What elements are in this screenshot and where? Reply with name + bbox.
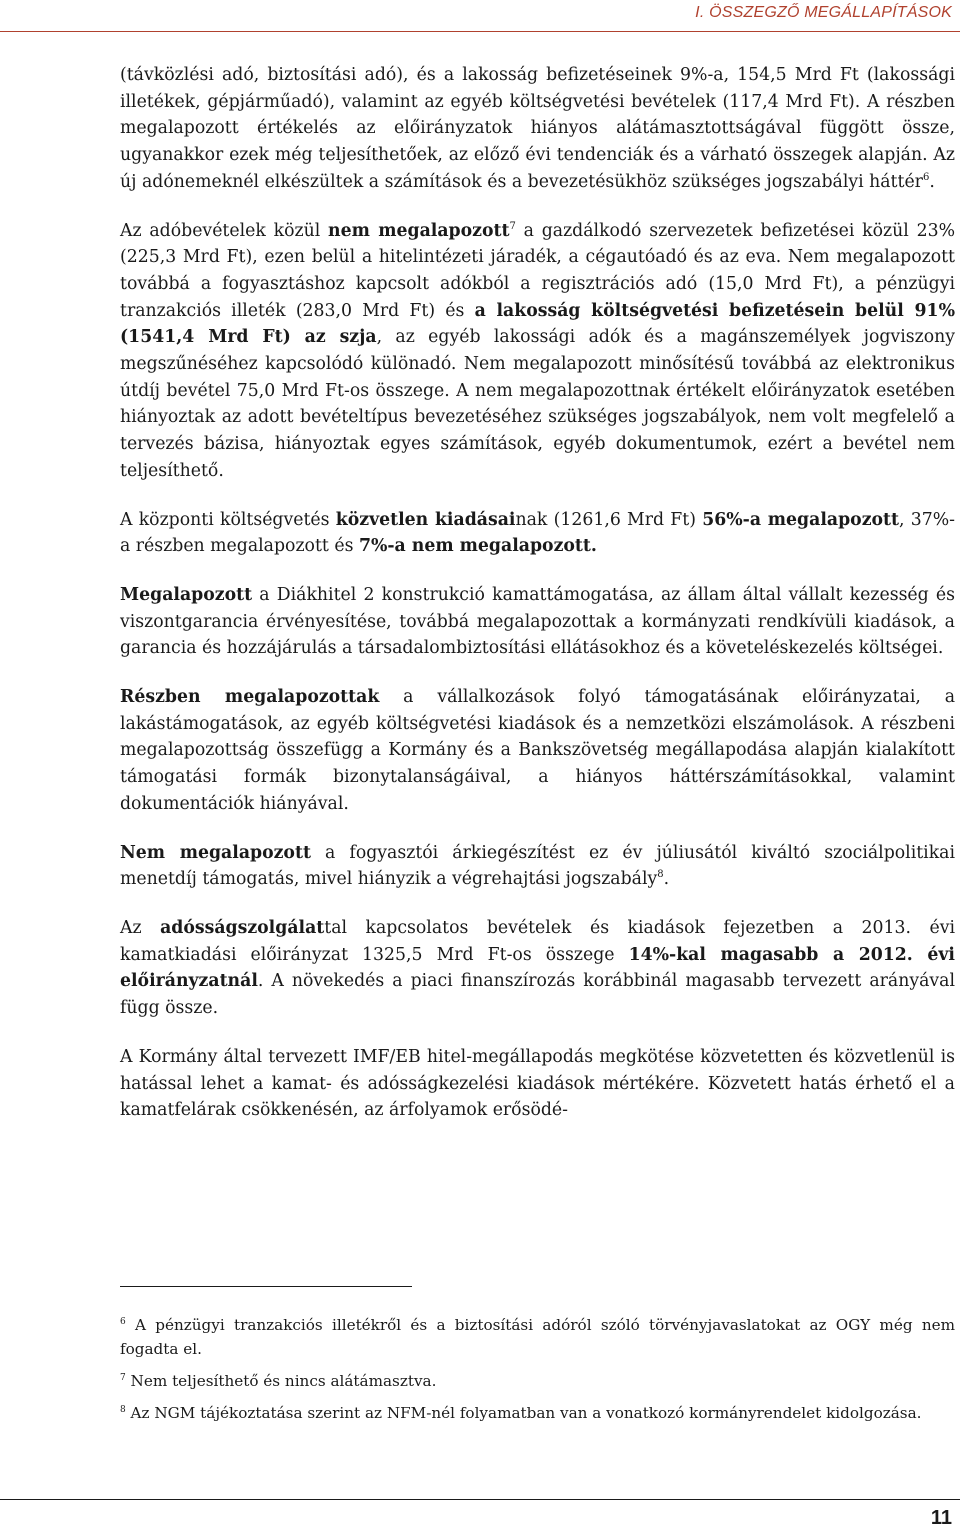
emphasis-text: 7%-a nem megalapozott. (358, 536, 597, 557)
footnote-text: Nem teljesíthető és nincs alátámasztva. (125, 1372, 437, 1390)
paragraph-1 (120, 62, 955, 196)
emphasis-text: adósságszolgálat (160, 917, 325, 938)
footnote-ref[interactable]: 7 (509, 220, 516, 232)
emphasis-text: a lakosság költségvetési befizetésein belül 91% (1541,4 Mrd Ft) az szja (120, 300, 955, 348)
emphasis-text: Nem megalapozott (120, 842, 311, 863)
paragraph-text: A központi költségvetés (120, 509, 336, 530)
paragraph-text: a vállalkozások folyó támogatásának előirányzatai, a lakástámogatások, az egyéb költségvetési kiadások és a nemzetközi elszámolások. A részbeni megalapozottság összefügg a Kormány és a Bankszövetség megállapodása alapján kialakított támogatási formák bizonytalanságáival, a hiányos háttérszámításokkal, valamint dokumentációk hiányával. (120, 687, 955, 814)
paragraph-text: nak (1261,6 Mrd Ft) (515, 509, 703, 530)
paragraph-text: . (929, 171, 935, 192)
footnote-text: Az NGM tájékoztatása szerint az NFM-nél folyamatban van a vonatkozó kormányrendelet kidolgozása. (125, 1404, 922, 1422)
paragraph-text: Az (120, 917, 161, 938)
footnote-ref[interactable]: 8 (657, 869, 664, 881)
paragraph-text: a fogyasztói árkiegészítést ez év júliusától kiváltó szociálpolitikai menetdíj támogatás, mivel hiányzik a végrehajtási jogszabály (120, 842, 955, 890)
paragraph-7 (120, 915, 955, 1022)
paragraph-8 (120, 1044, 955, 1124)
paragraph-text: , 37%-a részben megalapozott és (120, 509, 955, 557)
emphasis-text: 14%-kal magasabb a 2012. évi előirányzatnál (120, 944, 955, 992)
paragraph-text: . A növekedés a piaci finanszírozás korábbinál magasabb tervezett arányával függ össze. (120, 971, 955, 1019)
paragraph-text: a Diákhitel 2 konstrukció kamattámogatása, az állam által vállalt kezesség és viszontgarancia érvényesítése, továbbá megalapozottak a kormányzati rendkívüli kiadások, a garancia és hozzájárulás a társadalombiztosítási ellátásokhoz és a követeléskezelés költségei. (120, 584, 955, 659)
paragraph-3 (120, 507, 955, 560)
paragraph-5 (120, 684, 955, 818)
paragraph-text: a gazdálkodó szervezetek befizetései közül 23% (225,3 Mrd Ft), ezen belül a hitelintézeti járadék, a cégautóadó és az eva. Nem megalapozott továbbá a fogyasztáshoz kapcsolt adókból a regisztrációs adó (15,0 Mrd Ft), a pénzügyi tranzakciós illeték (283,0 Mrd Ft) és (120, 220, 955, 321)
footnote-8 (120, 1401, 955, 1425)
footnote-number: 6 (120, 1317, 126, 1327)
footer-rule (0, 1499, 960, 1500)
footnote-separator (120, 1286, 412, 1287)
paragraph-text: A Kormány által tervezett IMF/EB hitel-megállapodás megkötése közvetetten és közvetlenül is hatással lehet a kamat- és adósságkezelési kiadások mértékére. Közvetett hatás érhető el a kamatfelárak csökkenésén, az árfolyamok erősödé- (120, 1046, 955, 1121)
emphasis-text: Megalapozott (120, 584, 253, 605)
emphasis-text: közvetlen kiadásai (335, 509, 516, 530)
emphasis-text: 56%-a megalapozott (702, 509, 900, 530)
paragraph-2 (120, 218, 955, 485)
paragraph-text: tal kapcsolatos bevételek és kiadások fejezetben a 2013. évi kamatkiadási előirányzat 1325,5 Mrd Ft-os összege (120, 917, 956, 965)
emphasis-text: nem megalapozott (328, 220, 510, 241)
paragraph-6 (120, 840, 955, 893)
footnotes (120, 1313, 955, 1425)
footnote-number: 7 (120, 1373, 126, 1383)
footnote-text: A pénzügyi tranzakciós illetékről és a biztosítási adóról szóló törvényjavaslatokat az OGY még nem fogadta el. (120, 1316, 955, 1358)
paragraph-text: (távközlési adó, biztosítási adó), és a lakosság befizetéseinek 9%-a, 154,5 Mrd Ft (lakossági illetékek, gépjárműadó), valamint az egyéb költségvetési bevételek (117,4 Mrd Ft). A részben megalapozott értékelés az előirányzatok hiányos alátámasztottságával függött össze, ugyanakkor ezek még teljesíthetőek, az előző évi tendenciák és a várható összegek alapján. Az új adónemeknél elkészültek a számítások és a bevezetésükhöz szükséges jogszabályi háttér (120, 65, 955, 192)
footnote-ref[interactable]: 6 (922, 171, 930, 183)
footnote-6 (120, 1313, 955, 1361)
paragraph-text: , az egyéb lakossági adók és a magánszemélyek jogviszony megszűnéséhez kapcsolódó különadó. Nem megalapozott minősítésű továbbá az elektronikus útdíj bevétel 75,0 Mrd Ft-os összege. A nem megalapozottnak értékelt előirányzatok esetében hiányoztak az adott bevételtípus bevezetéséhez szükséges jogszabályok, nem volt megfelelő a tervezés bázisa, hiányoztak egyes számítások, egyéb dokumentumok, ezért a bevétel nem teljesíthető. (120, 327, 955, 481)
footnote-number: 8 (120, 1405, 126, 1415)
paragraph-4 (120, 582, 955, 662)
paragraph-text: Az adóbevételek közül (120, 220, 329, 241)
emphasis-text: Részben megalapozottak (120, 687, 380, 708)
page-number: 11 (930, 1507, 952, 1529)
footnote-7 (120, 1369, 955, 1393)
body-text (120, 62, 955, 1124)
header-rule (0, 31, 960, 32)
running-header: I. ÖSSZEGZŐ MEGÁLLAPÍTÁSOK (695, 4, 952, 21)
paragraph-text: . (663, 869, 670, 890)
